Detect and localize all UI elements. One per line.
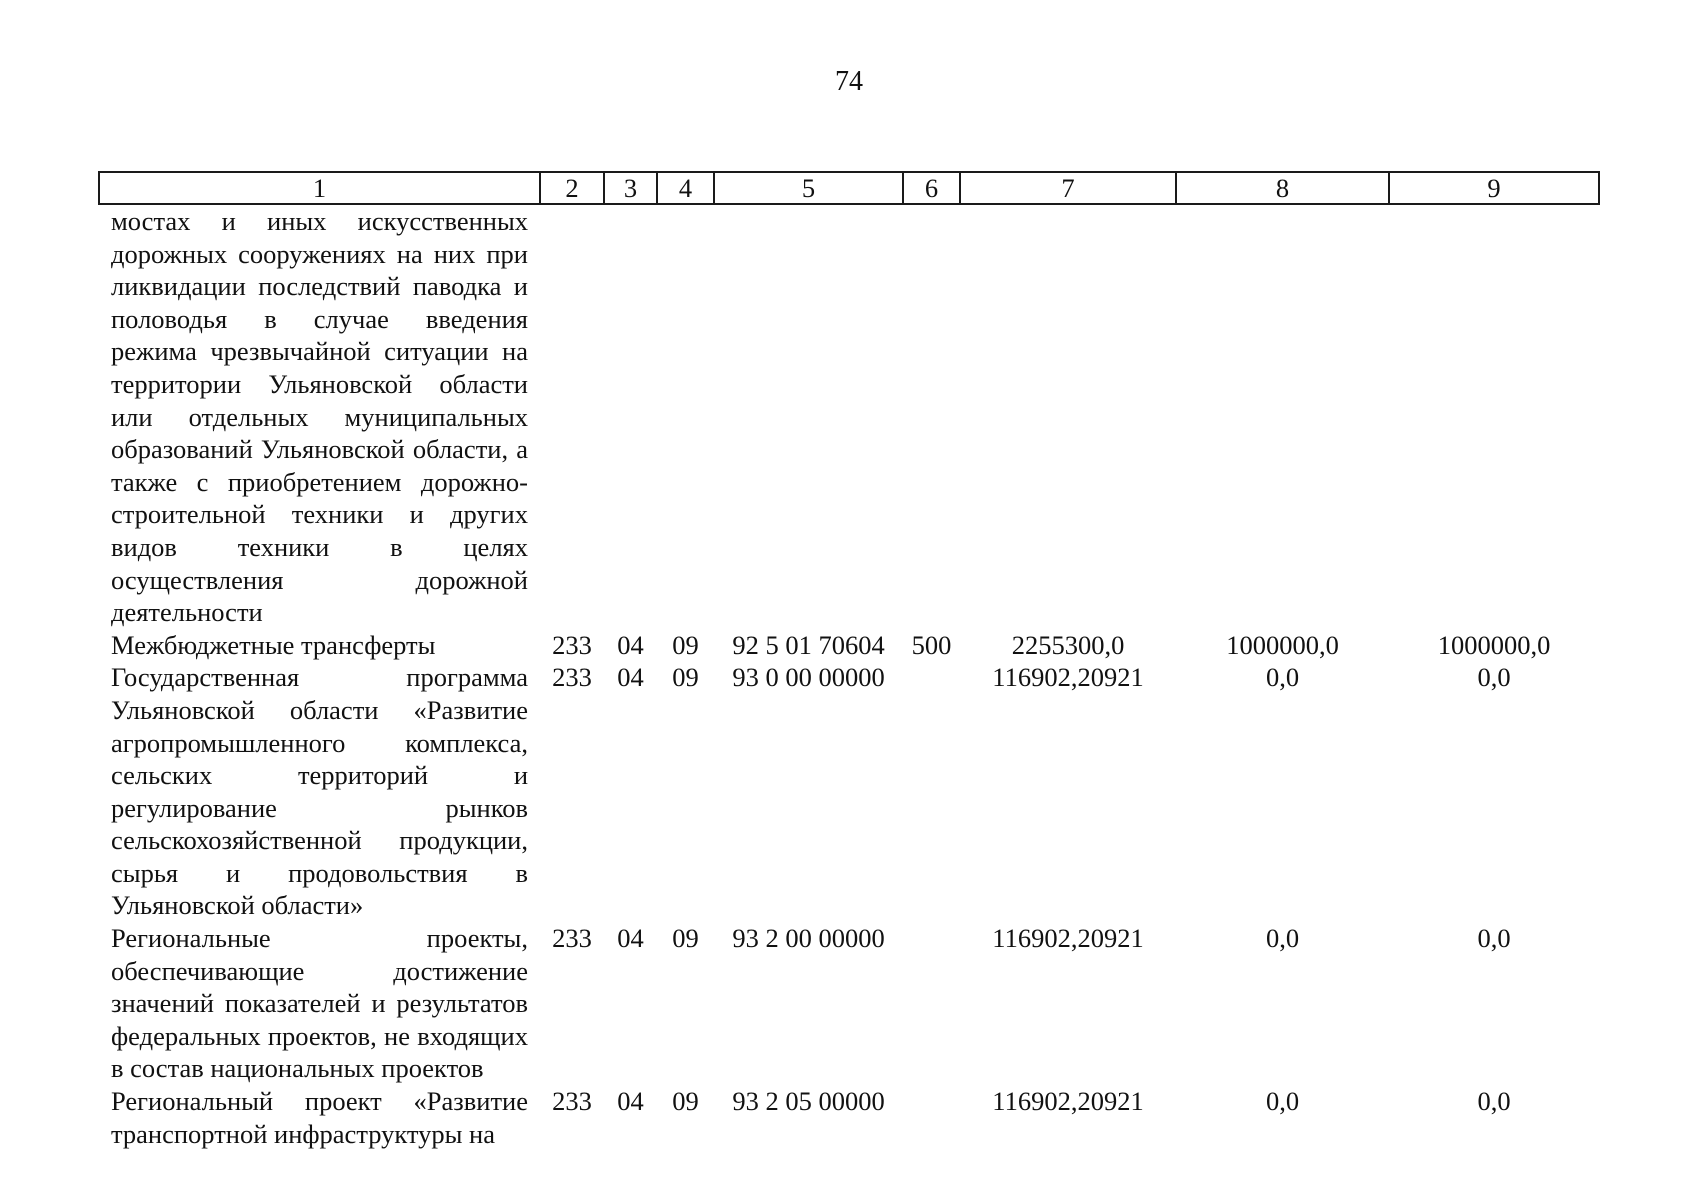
row-description: мостах и иных искусственных дорожных сооружениях на них при ликвидации последствий паводка и половодья в случае введения режима чрезвычайной ситуации на территории Ульяновской области или отдельных муниципальных образований Ульяновской области, а также с приобретением дорожно-строительной техники и других видов техники в целях осуществления дорожной деятельности bbox=[111, 206, 528, 628]
cell-col-8 bbox=[1176, 204, 1389, 629]
row-description: Региональный проект «Развитие транспортной инфраструктуры на bbox=[111, 1086, 528, 1149]
cell-col-6 bbox=[903, 922, 960, 1085]
cell-col-7: 116902,20921 bbox=[992, 662, 1144, 693]
cell-col-7: 116902,20921 bbox=[992, 1086, 1144, 1117]
cell-col-9: 0,0 bbox=[1477, 1086, 1511, 1117]
cell-col-4: 09 bbox=[672, 662, 699, 693]
cell-col-9: 1000000,0 bbox=[1437, 629, 1551, 660]
cell-col-9 bbox=[1389, 204, 1599, 629]
cell-col-5: 93 2 05 00000 bbox=[732, 1086, 885, 1117]
column-header-2: 2 bbox=[540, 172, 604, 204]
cell-col-3: 04 bbox=[617, 923, 644, 954]
column-header-7: 7 bbox=[960, 172, 1176, 204]
cell-col-6 bbox=[903, 1085, 960, 1150]
cell-col-5: 93 2 00 00000 bbox=[732, 923, 885, 954]
row-description: Государственная программа Ульяновской области «Развитие агропромышленного комплекса, сельских территорий и регулирование рынков сельскохозяйственной продукции, сырья и продовольствия в Ульяновской области» bbox=[111, 662, 528, 921]
header-row bbox=[99, 172, 1599, 204]
cell-col-6 bbox=[903, 204, 960, 629]
column-header-9: 9 bbox=[1389, 172, 1599, 204]
cell-col-8: 0,0 bbox=[1265, 1086, 1300, 1117]
cell-col-4: 09 bbox=[672, 923, 699, 954]
column-header-8: 8 bbox=[1176, 172, 1389, 204]
cell-col-3: 04 bbox=[617, 629, 644, 660]
column-header-3: 3 bbox=[604, 172, 657, 204]
table-row bbox=[99, 922, 1599, 1085]
cell-col-7: 2255300,0 bbox=[1011, 629, 1125, 660]
table-row bbox=[99, 629, 1599, 662]
row-description: Региональные проекты, обеспечивающие достижение значений показателей и результатов федеральных проектов, не входящих в состав национальных проектов bbox=[111, 923, 528, 1084]
column-header-1: 1 bbox=[99, 172, 540, 204]
cell-col-4: 09 bbox=[672, 1086, 699, 1117]
cell-col-5: 92 5 01 70604 bbox=[732, 629, 885, 660]
cell-col-9: 0,0 bbox=[1477, 662, 1511, 693]
cell-col-4 bbox=[657, 204, 714, 629]
table-row bbox=[99, 204, 1599, 629]
cell-col-5: 93 0 00 00000 bbox=[732, 662, 885, 693]
column-header-6: 6 bbox=[903, 172, 960, 204]
cell-col-8: 1000000,0 bbox=[1226, 629, 1339, 660]
cell-col-2: 233 bbox=[552, 662, 592, 693]
table-row bbox=[99, 1085, 1599, 1150]
cell-col-2 bbox=[540, 204, 604, 629]
column-header-5: 5 bbox=[714, 172, 903, 204]
cell-col-9: 0,0 bbox=[1477, 923, 1511, 954]
table-row bbox=[99, 661, 1599, 922]
cell-col-6: 500 bbox=[911, 629, 952, 660]
cell-col-6 bbox=[903, 661, 960, 922]
cell-col-3 bbox=[604, 204, 657, 629]
row-description: Межбюджетные трансферты bbox=[111, 629, 436, 660]
cell-col-8: 0,0 bbox=[1265, 923, 1300, 954]
cell-col-7: 116902,20921 bbox=[992, 923, 1144, 954]
cell-col-3: 04 bbox=[617, 1086, 644, 1117]
column-header-4: 4 bbox=[657, 172, 714, 204]
cell-col-4: 09 bbox=[672, 629, 699, 660]
cell-col-3: 04 bbox=[617, 662, 644, 693]
budget-table bbox=[98, 171, 1600, 1150]
cell-col-2: 233 bbox=[552, 629, 592, 660]
cell-col-2: 233 bbox=[552, 1086, 592, 1117]
cell-col-2: 233 bbox=[552, 923, 592, 954]
page-number: 74 bbox=[835, 66, 863, 97]
cell-col-7 bbox=[960, 204, 1176, 629]
cell-col-5 bbox=[714, 204, 903, 629]
cell-col-8: 0,0 bbox=[1265, 662, 1300, 693]
